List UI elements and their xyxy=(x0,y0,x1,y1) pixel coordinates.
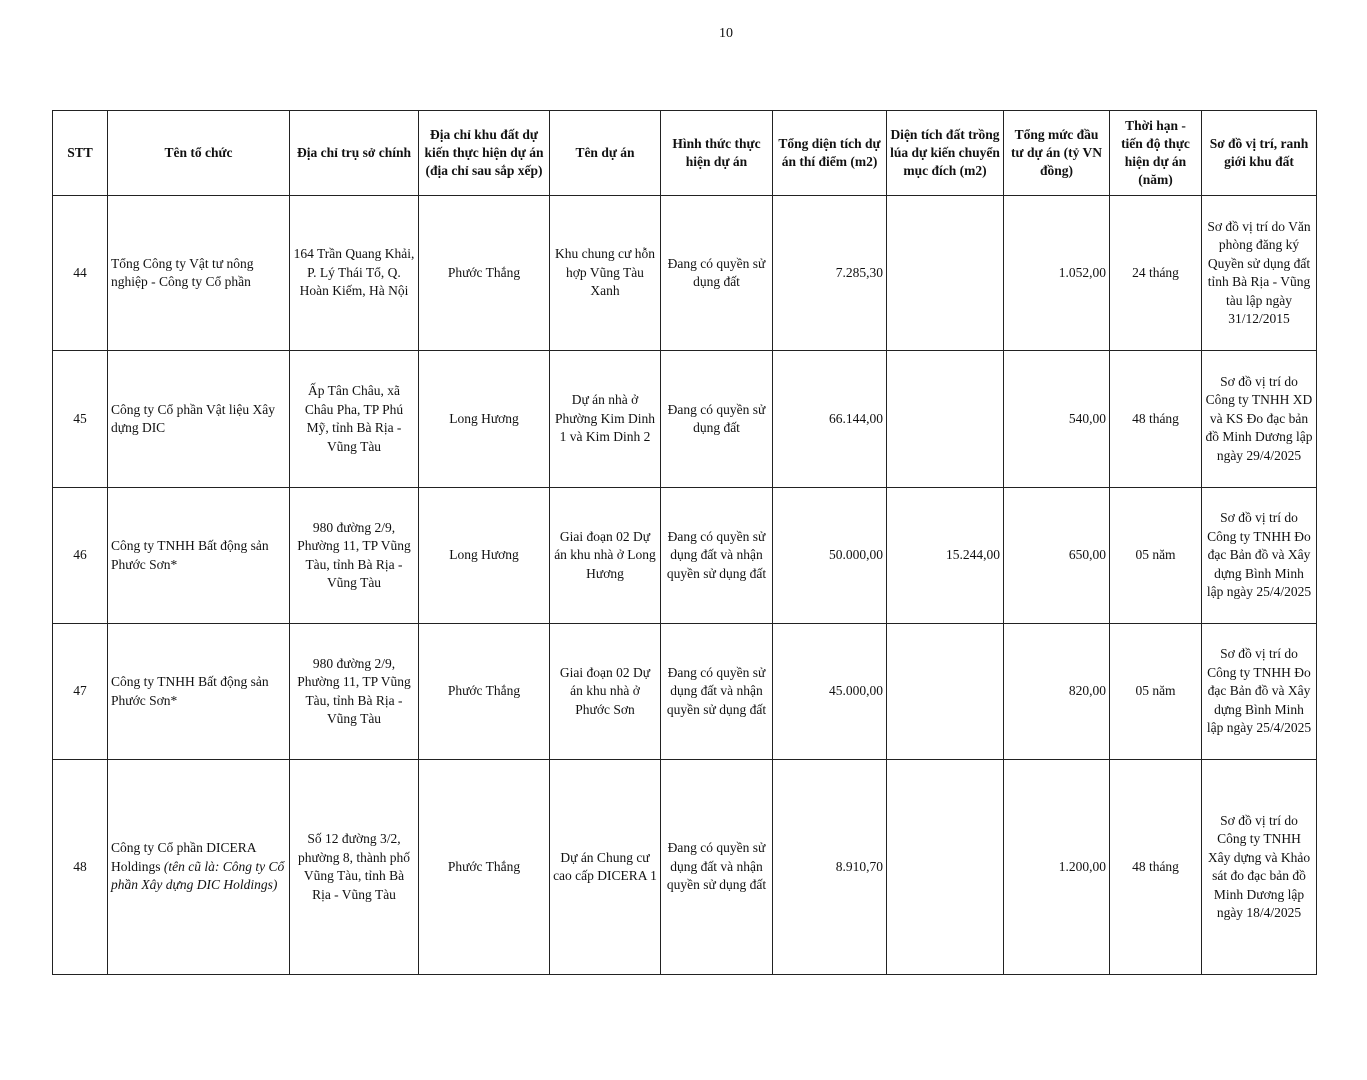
cell-rice-land-area: 15.244,00 xyxy=(887,488,1004,624)
organization-name: Công ty TNHH Bất động sản Phước Sơn* xyxy=(111,674,269,708)
cell-site-map: Sơ đồ vị trí do Công ty TNHH Xây dựng và Khảo sát đo đạc bản đồ Minh Dương lập ngày 18/4/2025 xyxy=(1202,760,1317,975)
header-implementation-form: Hình thức thực hiện dự án xyxy=(661,111,773,196)
cell-total-investment: 650,00 xyxy=(1004,488,1110,624)
table-row xyxy=(53,488,1317,624)
cell-rice-land-area xyxy=(887,760,1004,975)
organization-name: Tổng Công ty Vật tư nông nghiệp - Công ty Cổ phần xyxy=(111,255,254,289)
table-row xyxy=(53,196,1317,351)
cell-total-area: 8.910,70 xyxy=(773,760,887,975)
cell-stt: 45 xyxy=(53,351,108,488)
cell-implementation-form: Đang có quyền sử dụng đất và nhận quyền sử dụng đất xyxy=(661,488,773,624)
cell-rice-land-area xyxy=(887,351,1004,488)
header-total-investment: Tổng mức đầu tư dự án (tỷ VN đồng) xyxy=(1004,111,1110,196)
table-row xyxy=(53,351,1317,488)
header-organization: Tên tổ chức xyxy=(108,111,290,196)
cell-organization xyxy=(108,488,290,624)
cell-organization xyxy=(108,351,290,488)
organization-name: Công ty Cổ phần Vật liệu Xây dựng DIC xyxy=(111,401,275,435)
cell-organization xyxy=(108,760,290,975)
cell-site-address: Phước Thắng xyxy=(419,760,550,975)
cell-project-name: Dự án Chung cư cao cấp DICERA 1 xyxy=(550,760,661,975)
cell-duration: 24 tháng xyxy=(1110,196,1202,351)
cell-project-name: Khu chung cư hỗn hợp Vũng Tàu Xanh xyxy=(550,196,661,351)
table-header-row xyxy=(53,111,1317,196)
cell-headquarters: Ấp Tân Châu, xã Châu Pha, TP Phú Mỹ, tỉnh Bà Rịa - Vũng Tàu xyxy=(290,351,419,488)
cell-total-area: 50.000,00 xyxy=(773,488,887,624)
cell-site-map: Sơ đồ vị trí do Công ty TNHH Đo đạc Bản đồ và Xây dựng Bình Minh lập ngày 25/4/2025 xyxy=(1202,624,1317,760)
cell-total-investment: 1.200,00 xyxy=(1004,760,1110,975)
header-project-name: Tên dự án xyxy=(550,111,661,196)
cell-rice-land-area xyxy=(887,624,1004,760)
cell-total-area: 45.000,00 xyxy=(773,624,887,760)
cell-duration: 05 năm xyxy=(1110,624,1202,760)
cell-project-name: Giai đoạn 02 Dự án khu nhà ở Long Hương xyxy=(550,488,661,624)
cell-rice-land-area xyxy=(887,196,1004,351)
cell-total-investment: 820,00 xyxy=(1004,624,1110,760)
header-stt: STT xyxy=(53,111,108,196)
header-total-area: Tổng diện tích dự án thí điểm (m2) xyxy=(773,111,887,196)
cell-total-area: 7.285,30 xyxy=(773,196,887,351)
table-row xyxy=(53,624,1317,760)
header-rice-land-area: Diện tích đất trồng lúa dự kiến chuyển mục đích (m2) xyxy=(887,111,1004,196)
cell-stt: 44 xyxy=(53,196,108,351)
organization-name: Công ty Cổ phần DICERA Holdings xyxy=(111,840,256,874)
cell-project-name: Giai đoạn 02 Dự án khu nhà ở Phước Sơn xyxy=(550,624,661,760)
cell-headquarters: 980 đường 2/9, Phường 11, TP Vũng Tàu, tỉnh Bà Rịa - Vũng Tàu xyxy=(290,488,419,624)
cell-organization xyxy=(108,624,290,760)
page-number: 10 xyxy=(719,26,733,41)
cell-duration: 05 năm xyxy=(1110,488,1202,624)
cell-project-name: Dự án nhà ở Phường Kim Dinh 1 và Kim Dinh 2 xyxy=(550,351,661,488)
organization-name: Công ty TNHH Bất động sản Phước Sơn* xyxy=(111,538,269,572)
cell-site-address: Phước Thắng xyxy=(419,624,550,760)
cell-implementation-form: Đang có quyền sử dụng đất và nhận quyền sử dụng đất xyxy=(661,760,773,975)
cell-site-map: Sơ đồ vị trí do Công ty TNHH Đo đạc Bản đồ và Xây dựng Bình Minh lập ngày 25/4/2025 xyxy=(1202,488,1317,624)
header-duration: Thời hạn - tiến độ thực hiện dự án (năm) xyxy=(1110,111,1202,196)
cell-headquarters: Số 12 đường 3/2, phường 8, thành phố Vũng Tàu, tỉnh Bà Rịa - Vũng Tàu xyxy=(290,760,419,975)
organization-note: (tên cũ là: Công ty Cổ phần Xây dựng DIC Holdings) xyxy=(111,858,285,893)
cell-stt: 46 xyxy=(53,488,108,624)
cell-site-map: Sơ đồ vị trí do Công ty TNHH XD và KS Đo đạc bản đồ Minh Dương lập ngày 29/4/2025 xyxy=(1202,351,1317,488)
cell-headquarters: 164 Trần Quang Khải, P. Lý Thái Tổ, Q. Hoàn Kiếm, Hà Nội xyxy=(290,196,419,351)
cell-site-address: Long Hương xyxy=(419,488,550,624)
cell-organization xyxy=(108,196,290,351)
header-site-address: Địa chỉ khu đất dự kiến thực hiện dự án (địa chỉ sau sắp xếp) xyxy=(419,111,550,196)
table-row xyxy=(53,760,1317,975)
cell-site-address: Long Hương xyxy=(419,351,550,488)
header-site-map: Sơ đồ vị trí, ranh giới khu đất xyxy=(1202,111,1317,196)
cell-implementation-form: Đang có quyền sử dụng đất và nhận quyền sử dụng đất xyxy=(661,624,773,760)
cell-implementation-form: Đang có quyền sử dụng đất xyxy=(661,351,773,488)
cell-site-map: Sơ đồ vị trí do Văn phòng đăng ký Quyền sử dụng đất tỉnh Bà Rịa - Vũng tàu lập ngày 31/12/2015 xyxy=(1202,196,1317,351)
cell-total-investment: 540,00 xyxy=(1004,351,1110,488)
project-table xyxy=(52,110,1317,975)
cell-total-investment: 1.052,00 xyxy=(1004,196,1110,351)
cell-stt: 48 xyxy=(53,760,108,975)
cell-duration: 48 tháng xyxy=(1110,351,1202,488)
cell-site-address: Phước Thắng xyxy=(419,196,550,351)
cell-total-area: 66.144,00 xyxy=(773,351,887,488)
cell-duration: 48 tháng xyxy=(1110,760,1202,975)
header-headquarters: Địa chỉ trụ sở chính xyxy=(290,111,419,196)
cell-headquarters: 980 đường 2/9, Phường 11, TP Vũng Tàu, tỉnh Bà Rịa - Vũng Tàu xyxy=(290,624,419,760)
cell-stt: 47 xyxy=(53,624,108,760)
cell-implementation-form: Đang có quyền sử dụng đất xyxy=(661,196,773,351)
